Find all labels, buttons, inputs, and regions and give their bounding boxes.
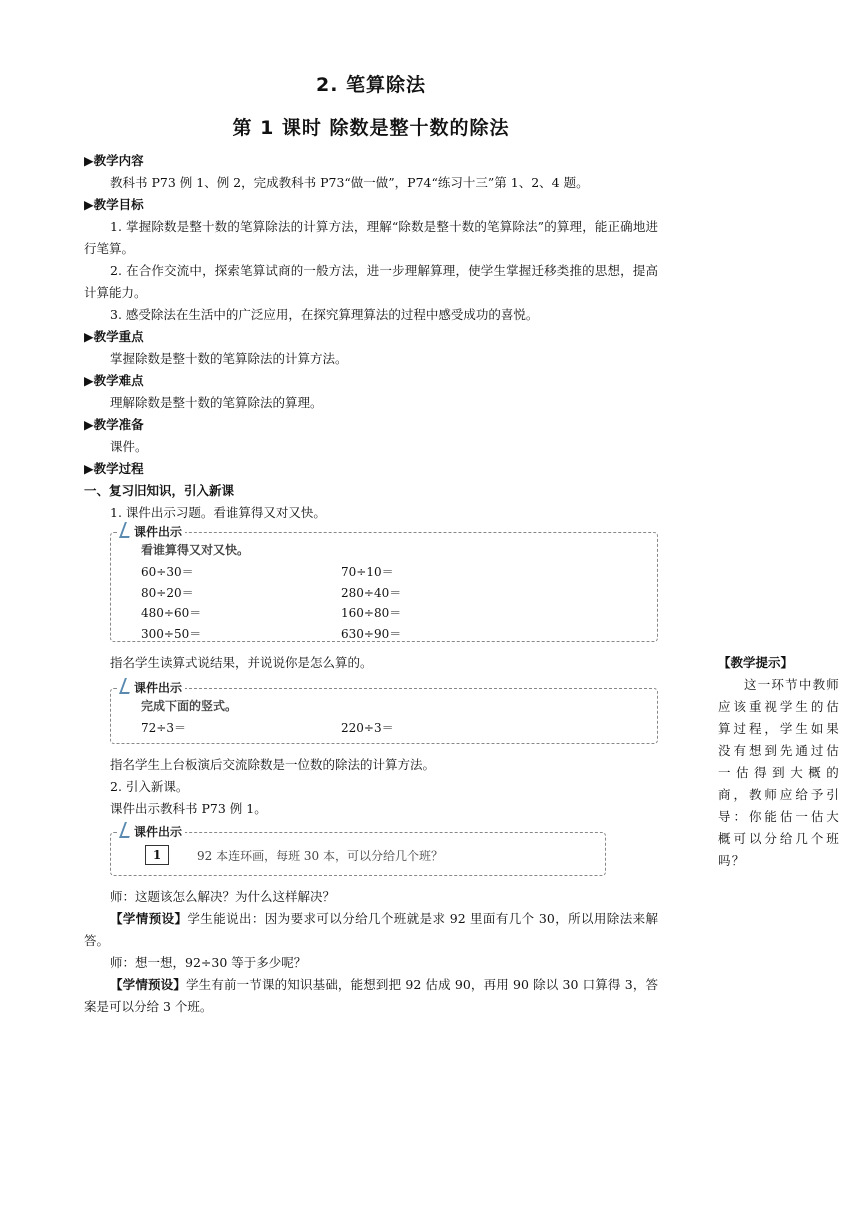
exercise-item: 80÷20＝: [141, 585, 194, 600]
box1-exercises: [141, 562, 657, 644]
example-number: 1: [145, 845, 169, 865]
lesson-title: 第 1 课时 除数是整十数的除法: [232, 117, 510, 139]
teacher-question-1: 师：这题该怎么解决？为什么这样解决？: [110, 889, 336, 904]
box2-instruction: 完成下面的竖式。: [141, 699, 238, 713]
goal-2: 2. 在合作交流中，探索笔算试商的一般方法，进一步理解算理，使学生掌握迁移类推的思想，提高计算能力。: [84, 263, 658, 300]
exercise-item: 220÷3＝: [341, 721, 394, 735]
after-box1-text: 指名学生读算式说结果，并说说你是怎么算的。: [110, 655, 373, 670]
box1-instruction: 看谁算得又对又快。: [141, 543, 250, 557]
section-heading-process: ▶教学过程: [84, 461, 144, 476]
after-box2-text: 指名学生上台板演后交流除数是一位数的除法的计算方法。: [110, 757, 436, 772]
exercise-item: 280÷40＝: [341, 585, 402, 600]
step2-text: 2. 引入新课。: [110, 779, 189, 794]
courseware-box-2: [110, 681, 658, 744]
goal-1: 1. 掌握除数是整十数的笔算除法的计算方法，理解“除数是整十数的笔算除法”的算理，能正确地进行笔算。: [84, 219, 658, 256]
exercise-item: 70÷10＝: [341, 565, 394, 579]
exercise-item: 630÷90＝: [341, 626, 402, 641]
section-heading-key: ▶教学重点: [84, 329, 144, 344]
teaching-tip: [718, 652, 840, 872]
teacher-question-2: 师：想一想，92÷30 等于多少呢？: [110, 955, 307, 970]
section-heading-content: ▶教学内容: [84, 153, 144, 168]
teaching-tip-title: 【教学提示】: [718, 655, 794, 670]
part1-heading: 一、复习旧知识，引入新课: [84, 483, 235, 498]
courseware-tag: 课件出示: [119, 522, 185, 540]
courseware-box-3: [110, 825, 606, 876]
preset-label: 【学情预设】: [110, 977, 186, 992]
page-title: 2. 笔算除法: [315, 74, 427, 96]
exercise-item: 60÷30＝: [141, 565, 194, 579]
step1-text: 1. 课件出示习题。看谁算得又对又快。: [110, 505, 326, 520]
exercise-item: 480÷60＝: [141, 606, 202, 620]
exercise-item: 72÷3＝: [141, 721, 186, 735]
preset-label: 【学情预设】: [110, 911, 188, 926]
main-column: [84, 70, 658, 1018]
difficulty-text: 理解除数是整十数的笔算除法的算理。: [110, 395, 323, 410]
section-heading-difficulty: ▶教学难点: [84, 373, 144, 388]
exercise-item: 160÷80＝: [341, 606, 402, 620]
example-1: [111, 833, 605, 875]
example-text: 92 本连环画，每班 30 本，可以分给几个班？: [197, 848, 443, 863]
step2b-text: 课件出示教科书 P73 例 1。: [110, 801, 267, 816]
courseware-tag: 课件出示: [119, 678, 185, 696]
preset-1-text: 学生能说出：因为要求可以分给几个班就是求 92 里面有几个 30，所以用除法来解答。: [84, 911, 658, 948]
courseware-tag: 课件出示: [119, 822, 185, 840]
box2-exercises: [141, 718, 657, 739]
preset-1: [84, 908, 658, 952]
section-heading-prep: ▶教学准备: [84, 417, 144, 432]
courseware-box-1: [110, 525, 658, 642]
teaching-tip-text: 这一环节中教师应该重视学生的估算过程，学生如果没有想到先通过估一估得到大概的商，教师应给予引导：你能估一估大概可以分给几个班吗？: [718, 677, 840, 868]
key-text: 掌握除数是整十数的笔算除法的计算方法。: [110, 351, 348, 366]
content-text: 教科书 P73 例 1、例 2，完成教科书 P73“做一做”，P74“练习十三”第 1、2、4 题。: [110, 175, 589, 190]
prep-text: 课件。: [110, 439, 148, 454]
exercise-item: 300÷50＝: [141, 626, 202, 641]
preset-2-text: 学生有前一节课的知识基础，能想到把 92 估成 90，再用 90 除以 30 口算得 3，答案是可以分给 3 个班。: [84, 977, 658, 1014]
goal-3: 3. 感受除法在生活中的广泛应用，在探究算理算法的过程中感受成功的喜悦。: [110, 307, 539, 322]
section-heading-goals: ▶教学目标: [84, 197, 144, 212]
preset-2: [84, 974, 658, 1018]
